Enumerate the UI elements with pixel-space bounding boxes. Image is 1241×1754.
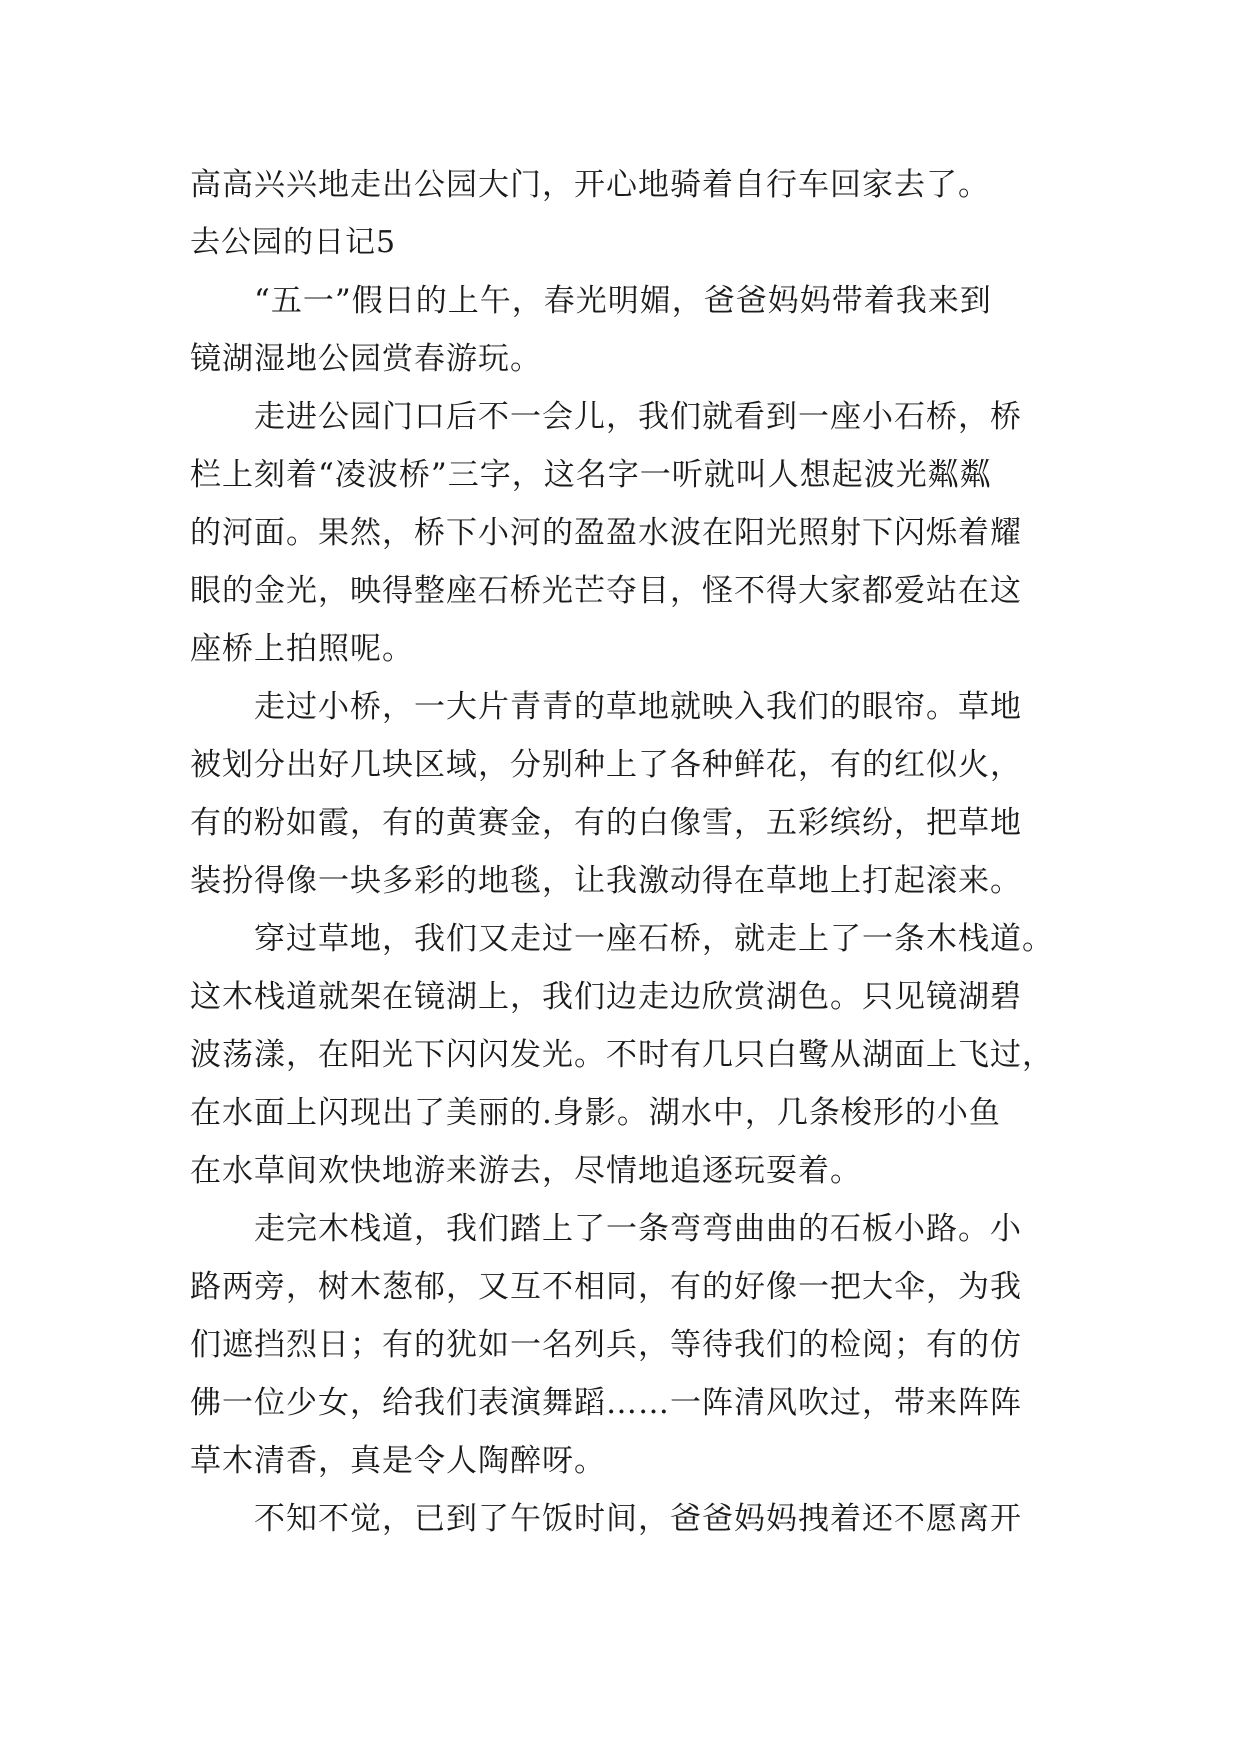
text-line: 装扮得像一块多彩的地毯，让我激动得在草地上打起滚来。 xyxy=(190,863,1022,899)
text-line: 有的粉如霞，有的黄赛金，有的白像雪，五彩缤纷，把草地 xyxy=(190,805,1022,841)
text-line: 们遮挡烈日；有的犹如一名列兵，等待我们的检阅；有的仿 xyxy=(190,1327,1022,1363)
text-line: 这木栈道就架在镜湖上，我们边走边欣赏湖色。只见镜湖碧 xyxy=(190,979,1022,1015)
paragraph-first-line: 走完木栈道，我们踏上了一条弯弯曲曲的石板小路。小 xyxy=(254,1211,1022,1247)
paragraph-first-line: “五一”假日的上午，春光明媚，爸爸妈妈带着我来到 xyxy=(254,283,992,319)
text-line: 眼的金光，映得整座石桥光芒夺目，怪不得大家都爱站在这 xyxy=(190,573,1022,609)
paragraph-first-line: 走进公园门口后不一会儿，我们就看到一座小石桥，桥 xyxy=(254,399,1022,435)
document-page xyxy=(190,156,1060,1548)
section-title: 去公园的日记5 xyxy=(190,225,397,260)
text-line: 佛一位少女，给我们表演舞蹈……一阵清风吹过，带来阵阵 xyxy=(190,1385,1022,1421)
paragraph-first-line: 走过小桥，一大片青青的草地就映入我们的眼帘。草地 xyxy=(254,689,1022,725)
text-line: 镜湖湿地公园赏春游玩。 xyxy=(190,341,542,377)
text-line: 草木清香，真是令人陶醉呀。 xyxy=(190,1443,606,1479)
text-line: 路两旁，树木葱郁，又互不相同，有的好像一把大伞，为我 xyxy=(190,1269,1022,1305)
text-line: 在水草间欢快地游来游去，尽情地追逐玩耍着。 xyxy=(190,1153,862,1189)
text-line: 座桥上拍照呢。 xyxy=(190,631,414,667)
text-line: 高高兴兴地走出公园大门，开心地骑着自行车回家去了。 xyxy=(190,167,990,203)
text-line: 被划分出好几块区域，分别种上了各种鲜花，有的红似火， xyxy=(190,747,1022,783)
paragraph-first-line: 穿过草地，我们又走过一座石桥，就走上了一条木栈道。 xyxy=(254,921,1054,957)
text-line: 在水面上闪现出了美丽的.身影。湖水中，几条梭形的小鱼 xyxy=(190,1095,1001,1131)
text-line: 波荡漾，在阳光下闪闪发光。不时有几只白鹭从湖面上飞过， xyxy=(190,1037,1054,1073)
paragraph-first-line: 不知不觉，已到了午饭时间，爸爸妈妈拽着还不愿离开 xyxy=(254,1501,1022,1537)
text-line: 栏上刻着“凌波桥”三字，这名字一听就叫人想起波光粼粼 xyxy=(190,457,992,493)
text-line: 的河面。果然，桥下小河的盈盈水波在阳光照射下闪烁着耀 xyxy=(190,515,1022,551)
